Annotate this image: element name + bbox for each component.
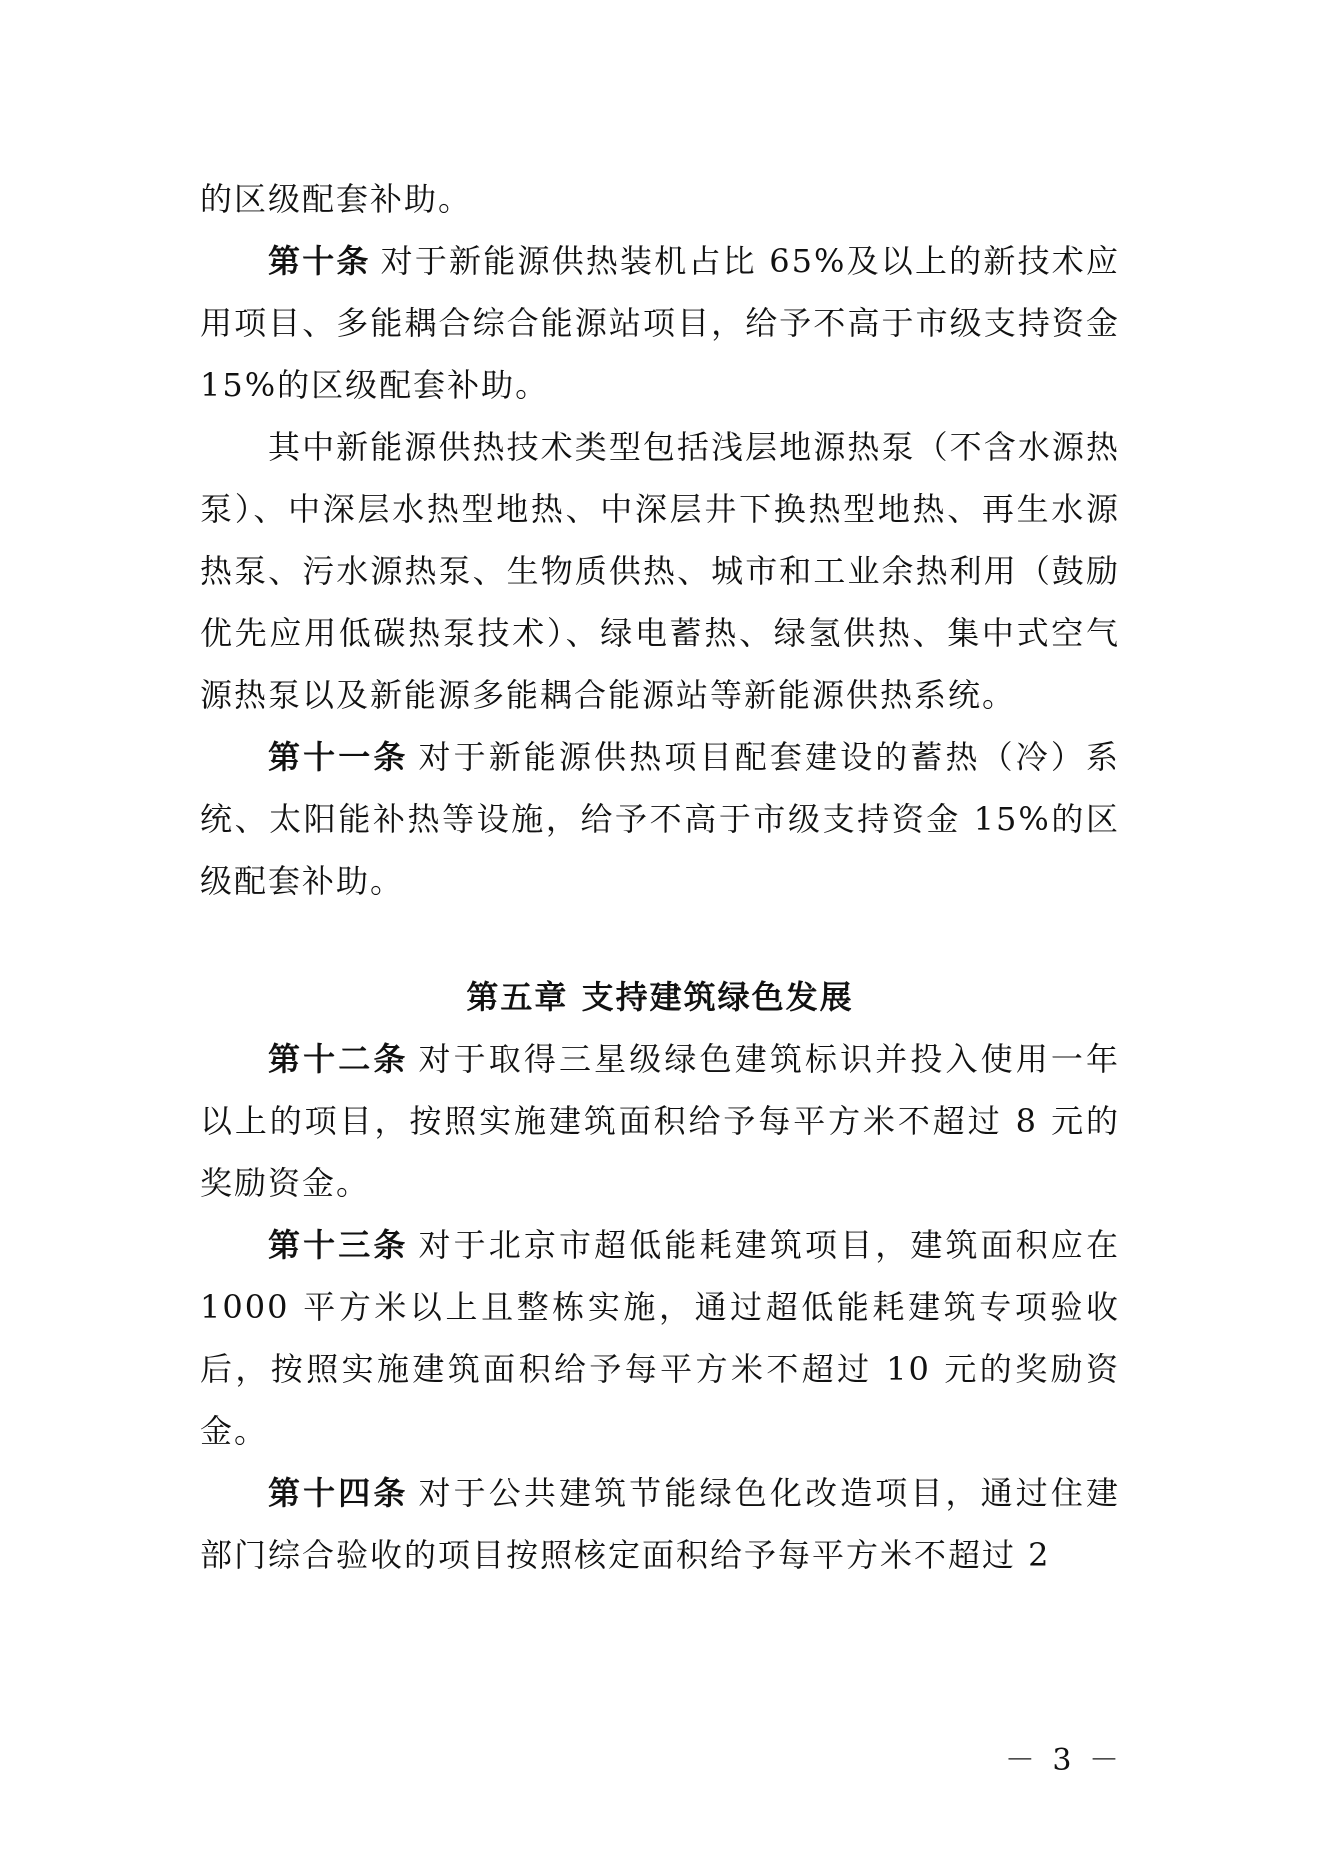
- chapter-title: 第五章 支持建筑绿色发展: [466, 978, 854, 1016]
- paragraph-text: 其中新能源供热技术类型包括浅层地源热泵（不含水源热泵）、中深层水热型地热、中深层井下换热型地热、再生水源热泵、污水源热泵、生物质供热、城市和工业余热利用（鼓励优先应用低碳热泵技术）、绿电蓄热、绿氢供热、集中式空气源热泵以及新能源多能耦合能源站等新能源供热系统。: [200, 428, 1120, 714]
- paragraph-text: 对于公共建筑节能绿色化改造项目，通过住建部门综合验收的项目按照核定面积给予每平方米不超过 2: [200, 1474, 1120, 1574]
- article-number: 第十一条: [268, 738, 409, 776]
- article-14: [200, 1462, 1120, 1586]
- article-11: [200, 726, 1120, 912]
- page-number: － 3 －: [1004, 1743, 1123, 1778]
- article-12: [200, 1028, 1120, 1214]
- paragraph-text: 对于取得三星级绿色建筑标识并投入使用一年以上的项目，按照实施建筑面积给予每平方米不超过 8 元的奖励资金。: [200, 1040, 1120, 1202]
- paragraph-text: 对于北京市超低能耗建筑项目，建筑面积应在 1000 平方米以上且整栋实施，通过超低能耗建筑专项验收后，按照实施建筑面积给予每平方米不超过 10 元的奖励资金。: [200, 1226, 1120, 1450]
- paragraph-heat-types: [200, 416, 1120, 726]
- article-13: [200, 1214, 1120, 1462]
- paragraph-text: 对于新能源供热项目配套建设的蓄热（冷）系统、太阳能补热等设施，给予不高于市级支持资金 15%的区级配套补助。: [200, 738, 1120, 900]
- article-10: [200, 230, 1120, 416]
- article-number: 第十四条: [268, 1474, 409, 1512]
- document-body: [200, 168, 1120, 1586]
- paragraph-text: 对于新能源供热装机占比 65%及以上的新技术应用项目、多能耦合综合能源站项目，给予不高于市级支持资金 15%的区级配套补助。: [200, 242, 1120, 404]
- article-number: 第十二条: [268, 1040, 409, 1078]
- article-number: 第十三条: [268, 1226, 409, 1264]
- article-number: 第十条: [268, 242, 371, 280]
- paragraph-continuation: [200, 168, 1120, 230]
- paragraph-text: 的区级配套补助。: [200, 180, 473, 218]
